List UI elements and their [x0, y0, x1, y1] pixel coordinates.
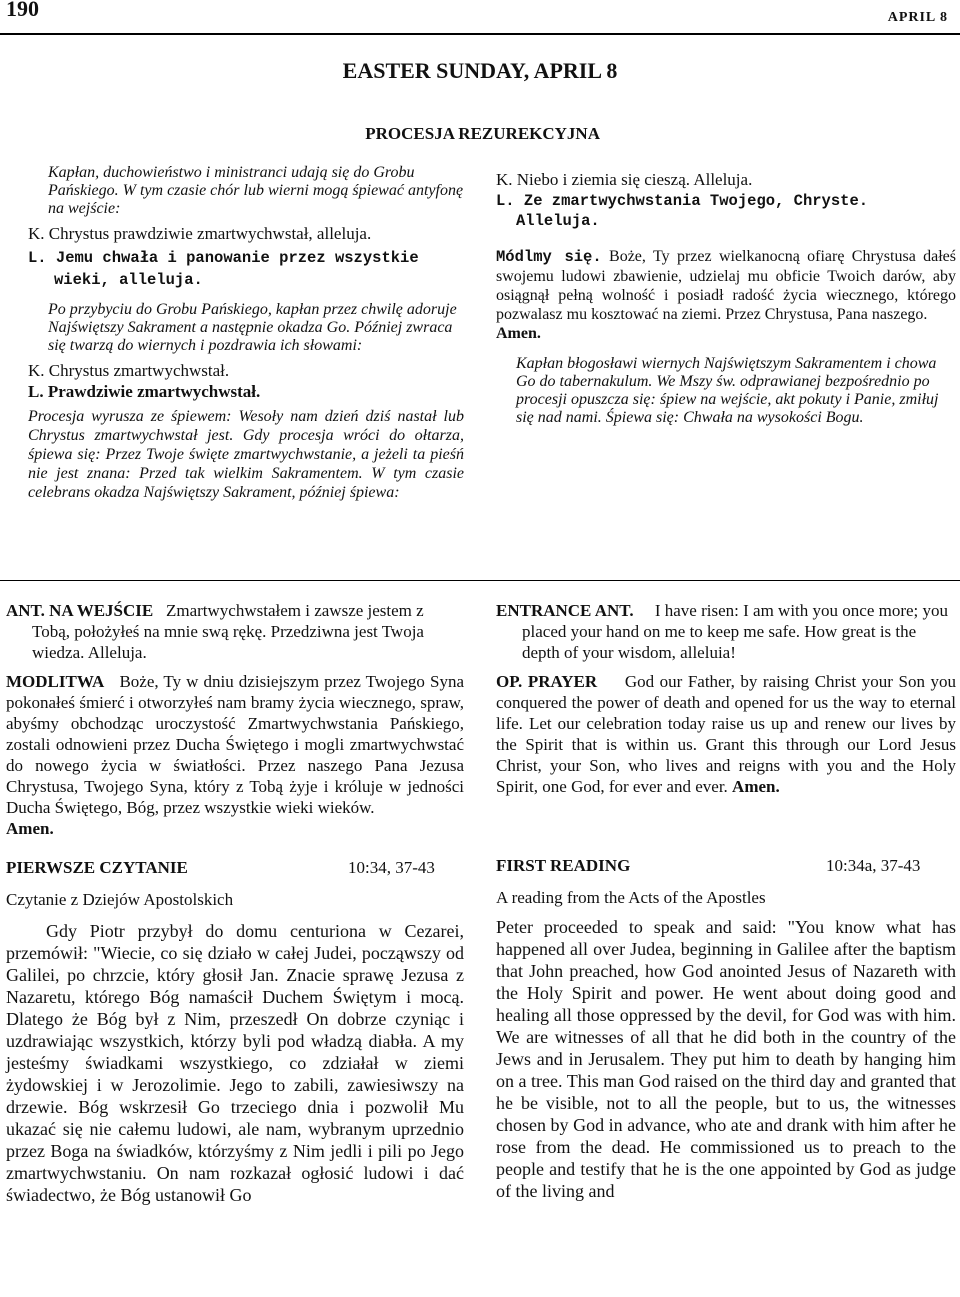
reading-source-pl: Czytanie z Dziejów Apostolskich — [6, 890, 234, 909]
response-l1: L. Jemu chwała i panowanie przez wszystkie wieki, alleluja. — [28, 249, 419, 289]
prayer-amen: Amen. — [496, 325, 541, 342]
page-number: 190 — [6, 0, 39, 21]
response-l2: L. Prawdziwie zmartwychwstał. — [28, 382, 261, 401]
collect-amen-pl: Amen. — [6, 819, 54, 838]
reading-reference-pl: 10:34, 37-43 — [348, 858, 435, 877]
polish-mass-column — [6, 600, 464, 1212]
collect-label-en: OP. PRAYER — [496, 672, 598, 691]
section-subtitle: PROCESJA REZUREKCYJNA — [365, 124, 600, 143]
prayer-label: Módlmy się. — [496, 248, 602, 266]
reading-label-en: FIRST READING — [496, 856, 631, 875]
procession-rubric: Procesja wyrusza ze śpiewem: Wesoły nam dzień dziś nastał lub Chrystus zmartwychwstał jest. Gdy procesja wróci do ołtarza, śpiewa się: Przez Twoje święte zmartwychwstanie, a jeżeli ta pieśń nie jest znana: Przed tak wielkim Sakramentem. W tym czasie celebrans okadza Najświętszy Sakrament, później śpiewa: — [28, 408, 464, 501]
reading-text-pl: Gdy Piotr przybył do domu centuriona w Cezarei, przemówił: "Wiecie, co się działo w całej Judei, począwszy od Galilei, po chrzcie, który głosił Jan. Znacie sprawę Jezusa z Nazaretu, którego Bóg namaścił Duchem Świętym i mocą. Dlatego że Bóg był z Nim, przeszedł On dobrze czyniąc i uzdrawiając wszystkich, którzy byli pod władzą diabła. A my jesteśmy świadkami wszystkiego, co zdziałał w ziemi żydowskiej i w Jerozolimie. Jego to zabili, zawiesiwszy na drzewie. Bóg wskrzesił Go trzeciego dnia i pozwolił Mu ukazać się nie całemu ludowi, ale nam, wybranym uprzednio przez Boga na świadków, którzyśmy z Nim jedli i pili po Jego zmartwychwstaniu. On nam rozkazał ogłosić ludowi i dać świadectwo, że Bóg ustanowił Go — [6, 921, 464, 1205]
page-title: EASTER SUNDAY, APRIL 8 — [342, 58, 618, 83]
entrance-antiphon-label-en: ENTRANCE ANT. — [496, 601, 634, 620]
section-divider — [0, 580, 960, 581]
versicle-k2: K. Chrystus zmartwychwstał. — [28, 361, 230, 380]
collect-pl: Boże, Ty w dniu dzisiejszym przez Twojego Syna pokonałeś śmierć i otworzyłeś nam bramy życia wiecznego, spraw, abyśmy obchodząc uroczystość Zmartwychwstania Pańskiego, zostali odnowieni przez Ducha Świętego i mogli zmartwychwstać do nowego życia w światłości. Przez naszego Pana Jezusa Chrystusa, Twojego Syna, który z Tobą żyje i króluje w jedności Ducha Świętego, Bóg, przez wszystkie wieki wieków. — [6, 672, 464, 817]
reading-reference-en: 10:34a, 37-43 — [826, 856, 921, 875]
reading-source-en: A reading from the Acts of the Apostles — [496, 888, 766, 907]
entrance-antiphon-label-pl: ANT. NA WEJŚCIE — [6, 601, 154, 620]
procession-left-column — [28, 164, 464, 508]
adoration-rubric: Po przybyciu do Grobu Pańskiego, kapłan przez chwilę adoruje Najświętszy Sakrament a następnie okadza Go. Później zwraca się twarzą do wiernych i pozdrawia ich słowami: — [48, 301, 457, 354]
entrance-antiphon-pl: Zmartwychwstałem i zawsze jestem z Tobą, położyłeś na mnie swą rękę. Przedziwna jest Twoja wiedza. Alleluja. — [32, 601, 424, 662]
reading-text-en: Peter proceeded to speak and said: "You know what has happened all over Judea, beginning in Galilee after the baptism that John preached, how God anointed Jesus of Nazareth with the Holy Spirit and power. He went about doing good and healing all those oppressed by the devil, for God was with him. We are witnesses of all that he did both in the country of the Jews and in Jerusalem. They put him to death by hanging him on a tree. This man God raised on the third day and granted that he be visible, not to all the people, but to us, the witnesses chosen by God in advance, who ate and drank with him after he rose from the dead. He commissioned us to preach to the people and testify that he is the one appointed by God as judge of the living and — [496, 917, 956, 1201]
procession-right-column — [496, 170, 956, 433]
versicle-k3: K. Niebo i ziemia się cieszą. Alleluja. — [496, 170, 753, 189]
blessing-rubric: Kapłan błogosławi wiernych Najświętszym Sakramentem i chowa Go do tabernakulum. We Mszy św. odprawianej bezpośrednio po procesji opuszcza się: śpiew na wejście, akt pokuty i Panie, zmiłuj się nad nami. Śpiewa się: Chwała na wysokości Bogu. — [516, 355, 939, 426]
header-rule — [0, 33, 960, 35]
collect-label-pl: MODLITWA — [6, 672, 105, 691]
reading-heading-en — [496, 855, 956, 879]
collect-en: God our Father, by raising Christ your Son you conquered the power of death and opened for us the way to eternal life. Let our celebration today raise us up and renew our lives by the Spirit that is within us. Grant this through our Lord Jesus Christ, your Son, who lives and reigns with you and the Holy Spirit, one God, for ever and ever. — [496, 672, 956, 796]
reading-heading-pl — [6, 857, 464, 881]
reading-label-pl: PIERWSZE CZYTANIE — [6, 858, 188, 877]
entrance-antiphon-en: I have risen: I am with you once more; you placed your hand on me to keep me safe. How great is the depth of your wisdom, alleluia! — [522, 601, 949, 662]
closing-prayer: Boże, Ty przez wielkanocną ofiarę Chrystusa dałeś swojemu ludowi zbawienie, udzielaj mu obficie Twoich darów, aby osiągnął pełną wolność i posiadł radość życia wiecznego, którego pozwalasz mu kosztować na ziemi. Przez Chrystusa, Pana naszego. — [496, 248, 957, 323]
versicle-k1: K. Chrystus prawdziwie zmartwychwstał, alleluja. — [28, 224, 372, 243]
response-l3: L. Ze zmartwychwstania Twojego, Chryste. Alleluja. — [496, 192, 869, 230]
intro-rubric: Kapłan, duchowieństwo i ministranci udają się do Grobu Pańskiego. W tym czasie chór lub wierni mogą śpiewać antyfonę na wejście: — [48, 164, 464, 217]
collect-amen-en: Amen. — [732, 777, 780, 796]
english-mass-column — [496, 600, 956, 1208]
running-head: APRIL 8 — [887, 10, 948, 25]
